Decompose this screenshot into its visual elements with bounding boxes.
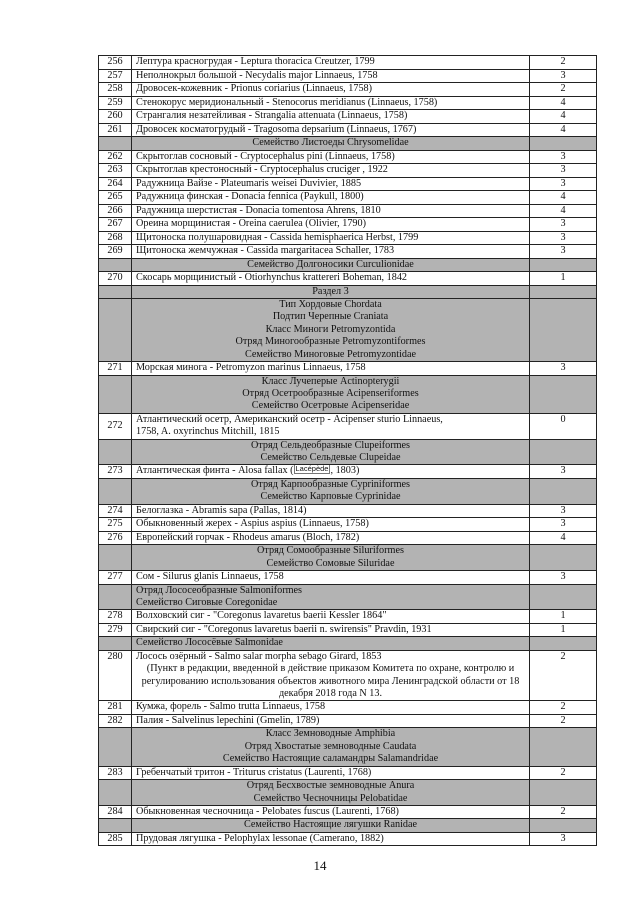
taxon-header-line: Семейство Настоящие лягушки Ranidae (243, 819, 418, 831)
table-row (99, 69, 597, 83)
category-count: 3 (530, 504, 597, 518)
row-number: 271 (99, 362, 132, 376)
row-number: 279 (99, 623, 132, 637)
row-number (99, 375, 132, 413)
category-count (530, 637, 597, 651)
taxon-header-line: Отряд Сельдеобразные Clupeiformes (250, 439, 411, 451)
category-count: 3 (530, 571, 597, 585)
taxon-header-line: Отряд Сомообразные Siluriformes (257, 545, 404, 557)
species-name: Свирский сиг - "Coregonus lavaretus baerii n. swirensis" Pravdin, 1931 (132, 623, 530, 637)
category-count: 4 (530, 123, 597, 137)
row-number: 277 (99, 571, 132, 585)
category-count: 3 (530, 218, 597, 232)
taxon-header-line: Семейство Сельдевые Clupeidae (260, 451, 401, 463)
species-name (132, 728, 530, 766)
species-name: Европейский горчак - Rhodeus amarus (Bloch, 1782) (132, 531, 530, 545)
species-name: Волховский сиг - "Coregonus lavaretus baerii Kessler 1864" (132, 610, 530, 624)
species-name: Щитоноска жемчужная - Cassida margaritacea Schaller, 1783 (132, 245, 530, 259)
table-row (99, 518, 597, 532)
row-number: 270 (99, 272, 132, 286)
page-number: 14 (313, 858, 327, 873)
row-number: 259 (99, 96, 132, 110)
taxon-header-row (99, 819, 597, 833)
row-number: 284 (99, 805, 132, 819)
row-number (99, 439, 132, 465)
row-number: 285 (99, 832, 132, 846)
row-number: 280 (99, 650, 132, 701)
taxon-header-line: Подтип Черепные Craniata (272, 311, 389, 323)
row-number: 263 (99, 164, 132, 178)
table-row (99, 766, 597, 780)
table-row (99, 623, 597, 637)
category-count: 3 (530, 362, 597, 376)
species-name-text: Атлантическая финта - Alosa fallax ( (136, 465, 294, 477)
species-name (132, 413, 530, 439)
table-row (99, 832, 597, 846)
species-name: Неполнокрыл большой - Necydalis major Linnaeus, 1758 (132, 69, 530, 83)
table-row (99, 531, 597, 545)
author-annotation: Lacépède (295, 464, 329, 474)
table-row (99, 56, 597, 70)
row-number: 266 (99, 204, 132, 218)
taxon-header-row (99, 137, 597, 151)
species-name: Прудовая лягушка - Pelophylax lessonae (Camerano, 1882) (132, 832, 530, 846)
species-name: Сом - Silurus glanis Linnaeus, 1758 (132, 571, 530, 585)
species-name (132, 584, 530, 610)
species-name (132, 819, 530, 833)
taxon-header-row (99, 584, 597, 610)
category-count: 3 (530, 177, 597, 191)
taxon-header-row (99, 299, 597, 362)
taxon-header-line: Класс Миноги Petromyzontida (265, 323, 396, 335)
category-count: 4 (530, 191, 597, 205)
taxon-header-line: Семейство Листоеды Chrysomelidae (252, 137, 409, 148)
row-number: 260 (99, 110, 132, 124)
taxon-header-row (99, 375, 597, 413)
row-number: 262 (99, 150, 132, 164)
category-count (530, 375, 597, 413)
row-number: 281 (99, 701, 132, 715)
category-count: 2 (530, 805, 597, 819)
taxon-header-line: Класс Лучеперые Actinopterygii (261, 375, 400, 387)
row-number: 261 (99, 123, 132, 137)
table-row (99, 191, 597, 205)
taxon-header-line: Тип Хордовые Chordata (279, 299, 382, 310)
taxon-header-line: Отряд Бесхвостые земноводные Anura (246, 780, 415, 792)
table-row (99, 245, 597, 259)
row-number: 283 (99, 766, 132, 780)
category-count: 4 (530, 531, 597, 545)
species-name (132, 258, 530, 272)
category-count (530, 137, 597, 151)
taxon-header-line: Семейство Осетровые Acipenseridae (251, 400, 410, 412)
species-name: Обыкновенная чесночница - Pelobates fuscus (Laurenti, 1768) (132, 805, 530, 819)
species-name: Кумжа, форель - Salmo trutta Linnaeus, 1758 (132, 701, 530, 715)
species-name (132, 285, 530, 299)
row-number: 265 (99, 191, 132, 205)
species-name: Ореина морщинистая - Oreina caerulea (Olivier, 1790) (132, 218, 530, 232)
row-number: 272 (99, 413, 132, 439)
taxon-header-line: Семейство Чесночницы Pelobatidae (253, 792, 408, 804)
species-name: Гребенчатый тритон - Triturus cristatus (Laurenti, 1768) (132, 766, 530, 780)
table-row (99, 465, 597, 479)
species-name: Стенокорус меридиональный - Stenocorus meridianus (Linnaeus, 1758) (132, 96, 530, 110)
category-count: 2 (530, 83, 597, 97)
species-name (132, 439, 530, 465)
category-count: 1 (530, 623, 597, 637)
table-row (99, 83, 597, 97)
table-row (99, 362, 597, 376)
row-number: 264 (99, 177, 132, 191)
species-name: Лептура красногрудая - Leptura thoracica Creutzer, 1799 (132, 56, 530, 70)
species-name-line: 1758, A. oxyrinchus Mitchill, 1815 (136, 426, 280, 438)
category-count: 1 (530, 272, 597, 286)
species-name: Радужница шерстистая - Donacia tomentosa Ahrens, 1810 (132, 204, 530, 218)
row-number: 258 (99, 83, 132, 97)
table-row (99, 805, 597, 819)
table-row (99, 204, 597, 218)
category-count: 2 (530, 714, 597, 728)
species-name (132, 780, 530, 806)
row-number (99, 285, 132, 299)
table-row (99, 272, 597, 286)
category-count (530, 258, 597, 272)
category-count: 4 (530, 110, 597, 124)
species-table (98, 55, 597, 846)
taxon-header-row (99, 478, 597, 504)
table-row (99, 150, 597, 164)
row-number (99, 780, 132, 806)
species-name (132, 545, 530, 571)
taxon-header-line: Отряд Карпообразные Cypriniformes (251, 478, 410, 490)
taxon-header-line: Семейство Сомовые Siluridae (266, 557, 395, 569)
category-count: 3 (530, 832, 597, 846)
category-count: 3 (530, 518, 597, 532)
species-name: Странгалия незатейливая - Strangalia attenuata (Linnaeus, 1758) (132, 110, 530, 124)
row-number: 257 (99, 69, 132, 83)
row-number: 256 (99, 56, 132, 70)
table-row (99, 650, 597, 701)
row-number (99, 258, 132, 272)
row-number: 282 (99, 714, 132, 728)
taxon-header-line: Семейство Сиговые Coregonidae (136, 596, 278, 608)
category-count: 3 (530, 69, 597, 83)
row-number: 275 (99, 518, 132, 532)
table-row (99, 164, 597, 178)
species-name-text: Лосось озёрный - Salmo salar morpha sebago Girard, 1853 (136, 650, 382, 662)
category-count: 3 (530, 245, 597, 259)
taxon-header-line: Отряд Лососеобразные Salmoniformes (136, 584, 303, 596)
taxon-header-row (99, 637, 597, 651)
species-name (132, 637, 530, 651)
table-row (99, 218, 597, 232)
species-name-text: , 1803) (330, 465, 360, 477)
taxon-header-line: Семейство Лососёвые Salmonidae (136, 637, 283, 649)
species-name: Щитоноска полушаровидная - Cassida hemisphaerica Herbst, 1799 (132, 231, 530, 245)
species-name (132, 650, 530, 701)
species-name: Радужница Вайзе - Plateumaris weisei Duvivier, 1885 (132, 177, 530, 191)
row-number (99, 728, 132, 766)
species-name (132, 375, 530, 413)
category-count: 3 (530, 164, 597, 178)
category-count (530, 819, 597, 833)
taxon-header-line: Семейство Настоящие саламандры Salamandridae (222, 753, 439, 765)
table-row (99, 413, 597, 439)
taxon-header-row (99, 728, 597, 766)
species-name (132, 465, 530, 479)
row-number: 268 (99, 231, 132, 245)
taxon-header-row (99, 780, 597, 806)
category-count: 4 (530, 96, 597, 110)
species-name-line: Атлантический осетр, Американский осетр - Acipenser sturio Linnaeus, (136, 413, 443, 425)
table-row (99, 571, 597, 585)
category-count: 3 (530, 465, 597, 479)
species-name: Скосарь морщинистый - Otiorhynchus krattereri Boheman, 1842 (132, 272, 530, 286)
row-number (99, 819, 132, 833)
taxon-header-row (99, 545, 597, 571)
row-number (99, 478, 132, 504)
category-count: 4 (530, 204, 597, 218)
row-number: 276 (99, 531, 132, 545)
category-count: 0 (530, 413, 597, 439)
species-name: Дровосек-кожевник - Prionus coriarius (Linnaeus, 1758) (132, 83, 530, 97)
category-count (530, 780, 597, 806)
table-row (99, 96, 597, 110)
category-count: 2 (530, 650, 597, 701)
species-name: Дровосек косматогрудый - Tragosoma depsarium (Linnaeus, 1767) (132, 123, 530, 137)
row-number: 274 (99, 504, 132, 518)
category-count (530, 728, 597, 766)
category-count (530, 584, 597, 610)
species-name (132, 299, 530, 362)
taxon-header-row (99, 439, 597, 465)
row-number: 267 (99, 218, 132, 232)
row-number (99, 137, 132, 151)
table-row (99, 504, 597, 518)
table-row (99, 110, 597, 124)
table-row (99, 177, 597, 191)
category-count (530, 439, 597, 465)
species-name: Скрытоглав сосновый - Cryptocephalus pini (Linnaeus, 1758) (132, 150, 530, 164)
species-name (132, 137, 530, 151)
table-row (99, 610, 597, 624)
species-name: Обыкновенный жерех - Aspius aspius (Linnaeus, 1758) (132, 518, 530, 532)
species-name (132, 478, 530, 504)
species-name: Радужница финская - Donacia fennica (Paykull, 1800) (132, 191, 530, 205)
row-number: 269 (99, 245, 132, 259)
taxon-header-row (99, 258, 597, 272)
category-count: 3 (530, 150, 597, 164)
category-count (530, 299, 597, 362)
taxon-header-line: Семейство Миноговые Petromyzontidae (244, 348, 417, 360)
category-count: 2 (530, 766, 597, 780)
table-row (99, 123, 597, 137)
row-number (99, 299, 132, 362)
species-name: Морская минога - Petromyzon marinus Linnaeus, 1758 (132, 362, 530, 376)
taxon-header-line: Отряд Миногообразные Petromyzontiformes (235, 336, 426, 348)
row-number: 273 (99, 465, 132, 479)
row-number (99, 637, 132, 651)
section-title: Раздел 3 (312, 285, 349, 297)
category-count (530, 478, 597, 504)
taxon-header-line: Семейство Долгоносики Curculionidae (247, 258, 414, 270)
table-row (99, 231, 597, 245)
category-count: 1 (530, 610, 597, 624)
taxon-header-line: Отряд Хвостатые земноводные Caudata (244, 740, 417, 752)
category-count: 2 (530, 56, 597, 70)
section-header-row (99, 285, 597, 299)
taxon-header-line: Семейство Карповые Cyprinidae (260, 491, 401, 503)
taxon-header-line: Класс Земноводные Amphibia (265, 728, 396, 740)
category-count: 3 (530, 231, 597, 245)
category-count (530, 285, 597, 299)
row-number: 278 (99, 610, 132, 624)
species-name: Скрытоглав крестоносный - Cryptocephalus cruciger , 1922 (132, 164, 530, 178)
category-count: 2 (530, 701, 597, 715)
table-row (99, 701, 597, 715)
table-row (99, 714, 597, 728)
species-name: Палия - Salvelinus lepechini (Gmelin, 1789) (132, 714, 530, 728)
row-number (99, 545, 132, 571)
species-name: Белоглазка - Abramis sapa (Pallas, 1814) (132, 504, 530, 518)
amendment-note: (Пункт в редакции, введенной в действие приказом Комитета по охране, контролю и регулированию использования объектов животного мира Ленинградской области от 18 декабря 2018 года N 13. (141, 663, 520, 700)
row-number (99, 584, 132, 610)
category-count (530, 545, 597, 571)
taxon-header-line: Отряд Осетрообразные Acipenseriformes (242, 387, 419, 399)
